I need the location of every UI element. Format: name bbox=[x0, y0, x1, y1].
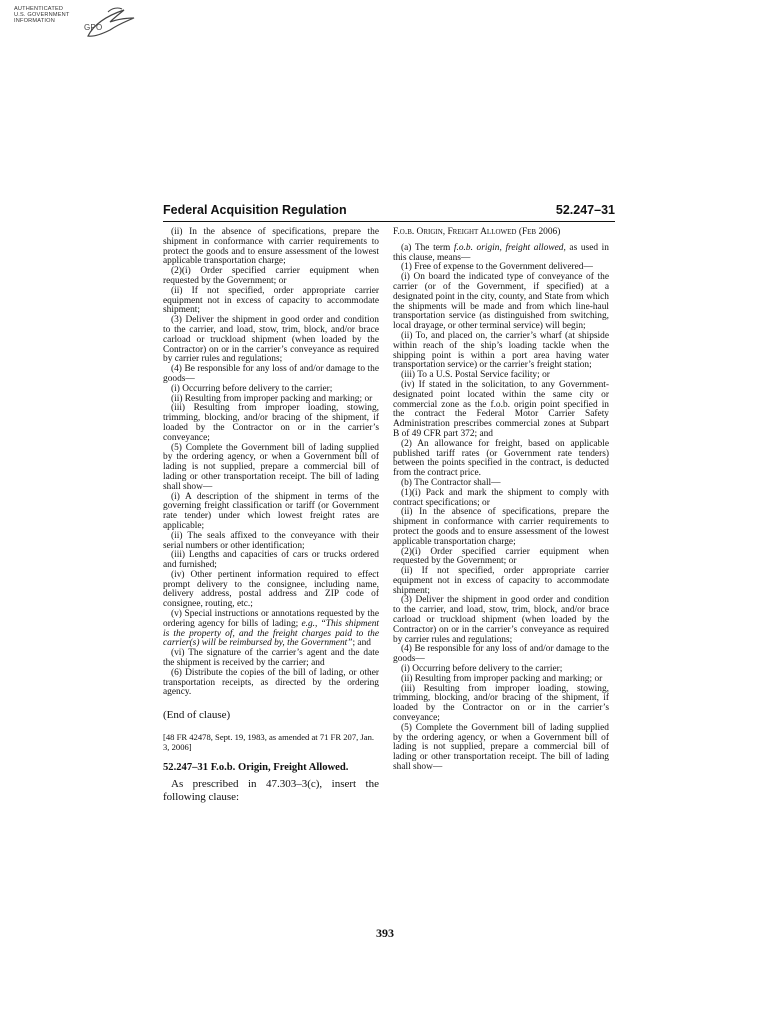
paragraph: (ii) If not specified, order appropriate carrier equipment not in excess of capacity to accommodate shipment; bbox=[163, 285, 379, 316]
paragraph: (ii) The seals affixed to the conveyance with their serial numbers or other identification; bbox=[163, 530, 379, 551]
running-head bbox=[163, 203, 615, 221]
section-number: 52.247–31 bbox=[163, 762, 209, 774]
paragraph-a bbox=[393, 244, 609, 264]
paragraph: (iii) Resulting from improper loading, stowing, trimming, blocking, and/or bracing of the shipment, if loaded by the Contractor on or in the carrier’s conveyance; bbox=[163, 403, 379, 443]
paragraph: (i) On board the indicated type of conveyance of the carrier (or of the Government, if specified) at a designated point in the city, county, and State from which the shipments will be made and from which line-haul transportation service (as distinguished from switching, local drayage, or other terminal service) will begin; bbox=[393, 272, 609, 332]
paragraph: (ii) If not specified, order appropriate carrier equipment not in excess of capacity to accommodate shipment; bbox=[393, 566, 609, 596]
eagle-icon bbox=[80, 6, 140, 40]
paragraph: (2) An allowance for freight, based on applicable published tariff rates (or Government rate tenders) between the points specified in the contract, is deducted from the contract price. bbox=[393, 438, 609, 479]
paragraph: (5) Complete the Government bill of lading supplied by the ordering agency, or when a Government bill of lading is not supplied, prepare a commercial bill of lading or other transportation receipt. The bill of lading shall show— bbox=[163, 442, 379, 492]
paragraph: (iv) If stated in the solicitation, to any Government-designated point located within the same city or commercial zone as the f.o.b. origin point specified in the contract the Federal Motor Carrier Safety Administration prescribes commercial zones at Subpart B of 49 CFR part 372; and bbox=[393, 379, 609, 439]
paragraph: (2)(i) Order specified carrier equipment when requested by the Government; or bbox=[163, 266, 379, 286]
paragraph: (2)(i) Order specified carrier equipment when requested by the Government; or bbox=[393, 546, 609, 567]
defined-term: f.o.b. origin, freight allowed bbox=[453, 242, 564, 253]
logo-line: GPO bbox=[84, 23, 103, 32]
end-of-clause: (End of clause) bbox=[163, 709, 231, 722]
right-column bbox=[393, 228, 609, 773]
logo-line: U.S. GOVERNMENT bbox=[14, 12, 70, 19]
logo-line: AUTHENTICATED bbox=[14, 6, 64, 12]
logo-line: INFORMATION bbox=[14, 18, 55, 25]
paragraph: (iii) Lengths and capacities of cars or trucks ordered and furnished; bbox=[163, 550, 379, 571]
paragraph-text: (v) Special instructions or annotations requested by the ordering agency for bills of lading; bbox=[163, 609, 379, 629]
paragraph: (ii) In the absence of specifications, prepare the shipment in conformance with carrier requirements to protect the goods and to ensure assessment of the lowest applicable transportation charge; bbox=[163, 227, 379, 267]
paragraph: (i) A description of the shipment in terms of the governing freight classification or tariff (or Government rate tender) under which lowest freight rates are applicable; bbox=[163, 491, 379, 531]
header-rule bbox=[163, 221, 615, 222]
running-head-title: Federal Acquisition Regulation bbox=[163, 203, 347, 217]
paragraph: (iii) To a U.S. Postal Service facility; or bbox=[401, 370, 550, 381]
left-column bbox=[163, 228, 379, 803]
gpo-authentication-logo bbox=[14, 6, 164, 46]
paragraph: (1)(i) Pack and mark the shipment to comply with contract specifications; or bbox=[393, 487, 609, 508]
paragraph: (vi) The signature of the carrier’s agent and the date the shipment is received by the carrier; and bbox=[163, 648, 379, 669]
italic-example: e.g., “This shipment is the property of, and the freight charges paid to the carrier(s) will be reimbursed by, the Government” bbox=[163, 618, 379, 649]
paragraph: (b) The Contractor shall— bbox=[401, 477, 501, 488]
paragraph-v bbox=[163, 610, 379, 649]
section-heading bbox=[163, 762, 379, 774]
paragraph: (4) Be responsible for any loss of and/or damage to the goods— bbox=[163, 364, 379, 384]
paragraph: (i) Occurring before delivery to the carrier; bbox=[171, 383, 333, 394]
paragraph-text: (a) The term bbox=[401, 242, 454, 253]
paragraph-text: , as used in this clause, means— bbox=[393, 242, 609, 263]
paragraph: (3) Deliver the shipment in good order and condition to the carrier, and load, stow, trim, block, and/or brace carload or truckload shipment (when loaded by the Contractor) on or in the carrier’s conveyance as required by carrier rules and regulations; bbox=[163, 315, 379, 365]
paragraph: (ii) Resulting from improper packing and marking; or bbox=[171, 393, 373, 404]
paragraph: (6) Distribute the copies of the bill of lading, or other transportation receipts, as directed by the ordering agency. bbox=[163, 667, 379, 698]
paragraph: (4) Be responsible for any loss of and/or damage to the goods— bbox=[393, 644, 609, 665]
clause-title: F.o.b. Origin, Freight Allowed (Feb 2006) bbox=[393, 227, 561, 237]
paragraph: (iii) Resulting from improper loading, stowing, trimming, blocking, and/or bracing of the shipment, if loaded by the Contractor on or in the carrier’s conveyance; bbox=[393, 683, 609, 724]
paragraph: (iv) Other pertinent information required to effect prompt delivery to the consignee, including name, delivery address, postal address and ZIP code of consignee, routing, etc.; bbox=[163, 569, 379, 610]
paragraph: (ii) In the absence of specifications, prepare the shipment in conformance with carrier requirements to protect the goods and to ensure assessment of the lowest applicable transportation charge; bbox=[393, 507, 609, 547]
paragraph: (i) Occurring before delivery to the carrier; bbox=[401, 664, 563, 675]
section-title: F.o.b. Origin, Freight Allowed. bbox=[210, 762, 349, 774]
prescription-text: As prescribed in 47.303–3(c), insert the following clause: bbox=[163, 778, 379, 803]
page-number: 393 bbox=[376, 926, 394, 940]
paragraph: (ii) Resulting from improper packing and marking; or bbox=[401, 673, 603, 684]
paragraph: (ii) To, and placed on, the carrier’s wharf (at shipside within reach of the ship’s loading tackle when the shipping point is within a port area having water transportation service) or the carrier’s freight station; bbox=[393, 330, 609, 371]
running-head-section: 52.247–31 bbox=[555, 203, 615, 217]
paragraph-text: ; and bbox=[352, 638, 371, 649]
paragraph: (5) Complete the Government bill of lading supplied by the ordering agency, or when a Government bill of lading is not supplied, prepare a commercial bill of lading or other transportation receipt. The bill of lading shall show— bbox=[393, 722, 609, 773]
citation: [48 FR 42478, Sept. 19, 1983, as amended at 71 FR 207, Jan. 3, 2006] bbox=[163, 732, 375, 753]
paragraph: (3) Deliver the shipment in good order and condition to the carrier, and load, stow, trim, block, and/or brace carload or truckload shipment (when loaded by the Contractor) on or in the carrier’s conveyance as required by carrier rules and regulations; bbox=[393, 595, 609, 645]
paragraph: (1) Free of expense to the Government delivered— bbox=[401, 262, 593, 273]
logo-text bbox=[14, 6, 103, 32]
